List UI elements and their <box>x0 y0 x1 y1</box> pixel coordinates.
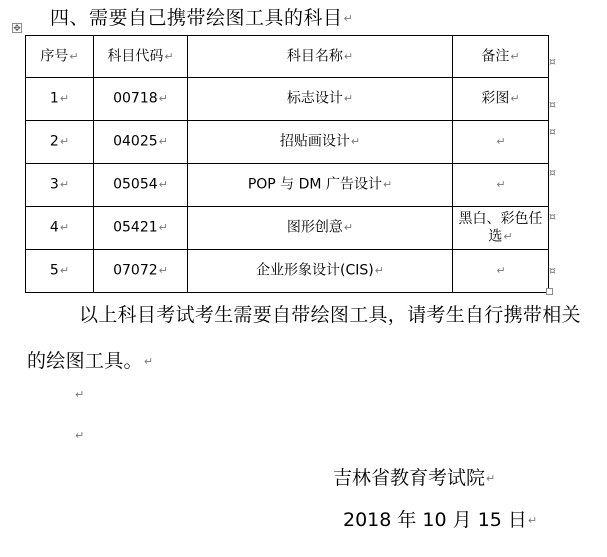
cell-mark-icon: ↵ <box>343 92 354 106</box>
table-row <box>26 121 549 164</box>
cell-text: 5 <box>49 262 59 279</box>
cell-mark-icon: ↵ <box>496 135 506 149</box>
cell-mark-icon: ↵ <box>503 229 513 243</box>
paragraph-mark-icon: ↵ <box>343 12 354 25</box>
cell-mark-icon: ↵ <box>158 264 168 278</box>
signature-organization-text: 吉林省教育考试院 <box>333 467 486 489</box>
cell-mark-icon: ↵ <box>158 92 168 106</box>
cell-mark-icon: ↵ <box>382 178 393 192</box>
cell-code[interactable] <box>94 164 188 207</box>
cell-mark-icon: ↵ <box>59 264 70 278</box>
cell-mark-icon: ↵ <box>374 264 384 278</box>
cell-mark-icon: ↵ <box>343 49 354 63</box>
cell-text: 招贴画设计 <box>279 133 350 150</box>
table-row <box>26 250 549 293</box>
cell-code[interactable] <box>94 78 188 121</box>
cell-text: 企业形象设计(CIS) <box>256 262 374 279</box>
section-heading <box>50 3 353 30</box>
cell-mark-icon: ↵ <box>343 221 354 235</box>
cell-text: 黑白、彩色任选 <box>458 210 543 245</box>
cell-text: POP 与 DM 广告设计 <box>247 176 382 193</box>
cell-number[interactable] <box>26 164 94 207</box>
cell-code[interactable] <box>94 121 188 164</box>
signature-organization <box>333 463 495 490</box>
cell-code[interactable] <box>94 250 188 293</box>
cell-note[interactable] <box>453 164 549 207</box>
cell-name[interactable] <box>188 250 453 293</box>
row-end-mark-icon: ¤ <box>549 210 556 223</box>
cell-text: 05421 <box>113 219 158 236</box>
cell-mark-icon: ↵ <box>496 178 506 192</box>
cell-text: 2 <box>49 133 59 150</box>
row-end-mark-icon: ¤ <box>549 166 556 179</box>
cell-mark-icon: ↵ <box>158 221 168 235</box>
cell-note[interactable] <box>453 121 549 164</box>
cell-mark-icon: ↵ <box>59 178 70 192</box>
cell-note[interactable] <box>453 78 549 121</box>
header-cell-code[interactable] <box>94 36 188 78</box>
cell-number[interactable] <box>26 121 94 164</box>
cell-mark-icon: ↵ <box>59 92 70 106</box>
body-paragraph-text: 以上科目考试考生需要自带绘图工具，请考生自行携带相关的绘图工具。 <box>27 304 581 372</box>
table-header-row <box>26 36 549 78</box>
subjects-table <box>25 35 549 293</box>
empty-paragraph-mark-icon: ↵ <box>75 388 85 401</box>
cell-number[interactable] <box>26 207 94 250</box>
cell-text: 标志设计 <box>286 90 343 107</box>
header-cell-note[interactable] <box>453 36 549 78</box>
header-cell-number[interactable] <box>26 36 94 78</box>
cell-name[interactable] <box>188 78 453 121</box>
signature-date-text: 2018 年 10 月 15 日 <box>343 509 527 531</box>
empty-paragraph-mark-icon: ↵ <box>75 429 85 442</box>
cell-note[interactable] <box>453 250 549 293</box>
cell-mark-icon: ↵ <box>350 135 361 149</box>
paragraph-mark-icon: ↵ <box>143 354 154 368</box>
cell-mark-icon: ↵ <box>164 49 174 63</box>
cell-mark-icon: ↵ <box>69 49 79 63</box>
cell-mark-icon: ↵ <box>510 49 520 63</box>
table-row <box>26 78 549 121</box>
cell-text: 图形创意 <box>286 219 343 236</box>
cell-mark-icon: ↵ <box>59 135 70 149</box>
cell-number[interactable] <box>26 78 94 121</box>
cell-text: 00718 <box>113 90 158 107</box>
cell-mark-icon: ↵ <box>510 92 520 106</box>
header-label-code: 科目代码 <box>107 48 164 65</box>
cell-mark-icon: ↵ <box>59 221 70 235</box>
cell-name[interactable] <box>188 207 453 250</box>
header-label-note: 备注 <box>481 48 510 65</box>
header-label-name: 科目名称 <box>286 48 343 65</box>
cell-text: 07072 <box>113 262 158 279</box>
table-row <box>26 207 549 250</box>
cell-text: 1 <box>49 90 59 107</box>
row-end-mark-icon: ¤ <box>549 98 556 111</box>
signature-date <box>343 505 537 532</box>
header-label-number: 序号 <box>40 48 69 65</box>
cell-name[interactable] <box>188 164 453 207</box>
cell-note[interactable] <box>453 207 549 250</box>
row-end-mark-icon: ¤ <box>549 125 556 138</box>
section-heading-text: 四、需要自己携带绘图工具的科目 <box>50 7 343 29</box>
paragraph-mark-icon: ↵ <box>527 514 538 527</box>
cell-text: 04025 <box>113 133 158 150</box>
row-end-mark-icon: ¤ <box>549 55 556 68</box>
row-end-mark-icon: ¤ <box>549 264 556 277</box>
cell-text: 3 <box>49 176 59 193</box>
cell-mark-icon: ↵ <box>158 135 168 149</box>
cell-mark-icon: ↵ <box>158 178 168 192</box>
cell-mark-icon: ↵ <box>496 264 506 278</box>
cell-number[interactable] <box>26 250 94 293</box>
paragraph-mark-icon: ↵ <box>486 472 496 485</box>
body-paragraph <box>27 292 597 385</box>
header-cell-name[interactable] <box>188 36 453 78</box>
cell-text: 05054 <box>113 176 158 193</box>
table-move-handle-icon[interactable]: ✥ <box>13 24 21 34</box>
table-row <box>26 164 549 207</box>
cell-name[interactable] <box>188 121 453 164</box>
cell-text: 4 <box>49 219 59 236</box>
cell-code[interactable] <box>94 207 188 250</box>
cell-text: 彩图 <box>481 90 510 107</box>
